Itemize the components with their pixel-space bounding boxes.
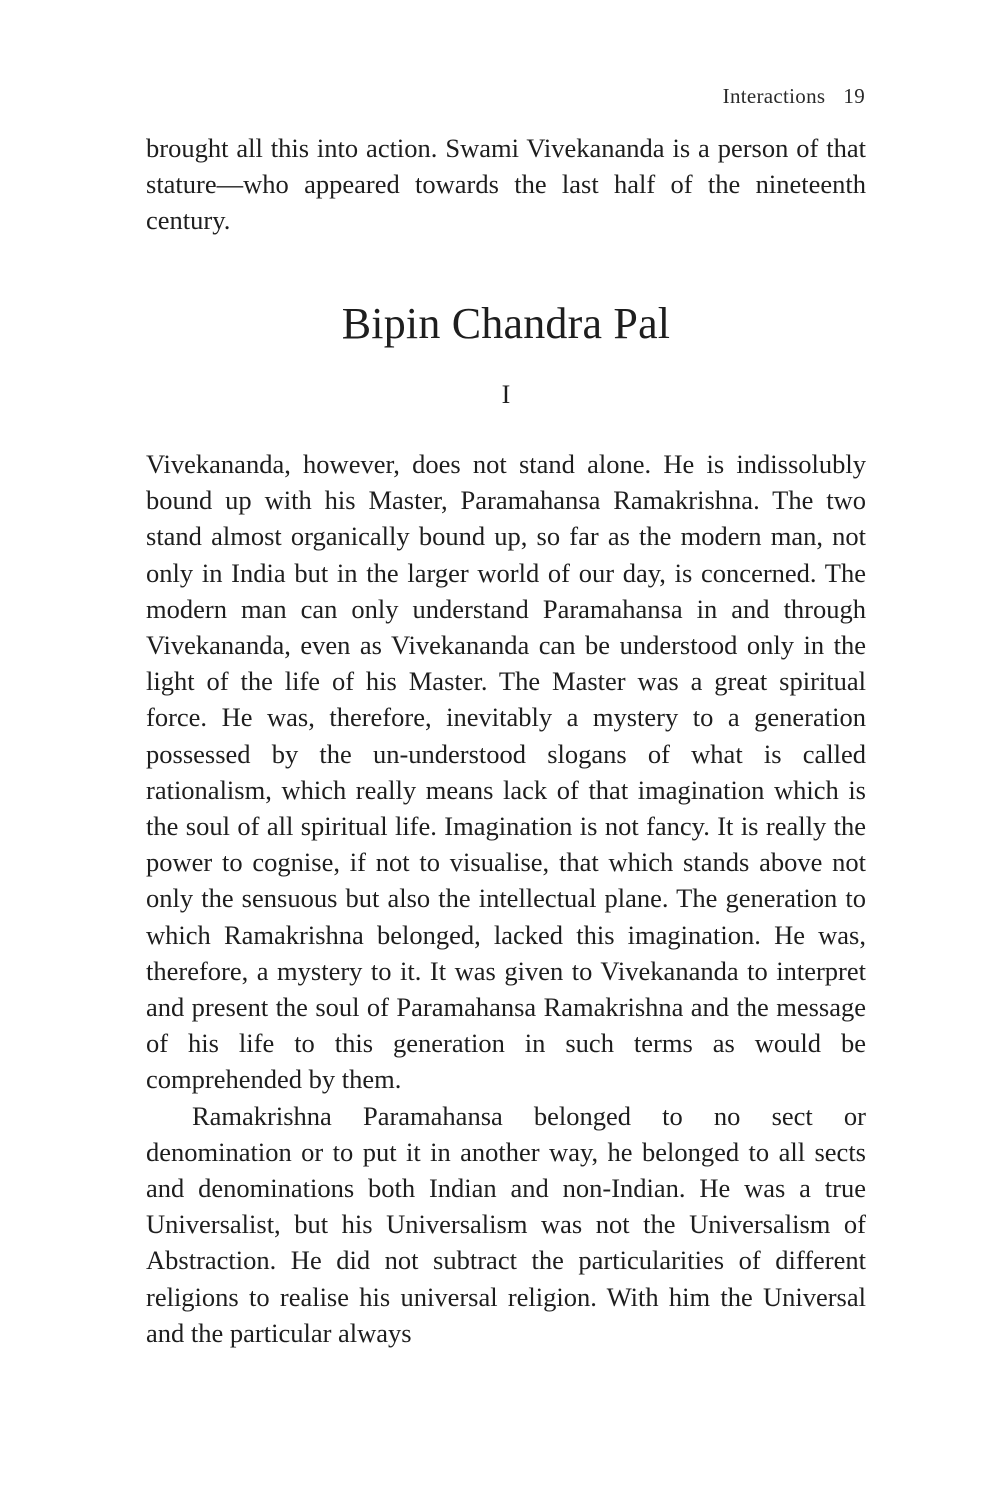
paragraph-1: Vivekananda, however, does not stand alone. He is indissolubly bound up with his Master, Paramahansa Ramakrishna. The two stand almost organically bound up, so far as the modern man, not only in India but in the larger world of our day, is concerned. The modern man can only understand Paramahansa in and through Vivekananda, even as Vivekananda can be understood only in the light of the life of his Master. The Master was a great spiritual force. He was, therefore, inevitably a mystery to a generation possessed by the un-understood slogans of what is called rationalism, which really means lack of that imagination which is the soul of all spiritual life. Imagination is not fancy. It is really the power to cognise, if not to visualise, that which stands above not only the sensuous but also the intellectual plane. The generation to which Ramakrishna belonged, lacked this imagination. He was, therefore, a mystery to it. It was given to Vivekananda to interpret and present the soul of Paramahansa Ramakrishna and the message of his life to this generation in such terms as would be comprehended by them. xyxy=(146,449,866,1095)
continued-paragraph-block xyxy=(146,130,866,239)
running-head-title: Interactions xyxy=(722,84,826,108)
section-number: I xyxy=(501,380,511,409)
chapter-title: Bipin Chandra Pal xyxy=(341,299,671,348)
body-text xyxy=(146,446,866,1351)
page-number: 19 xyxy=(843,84,865,108)
continued-paragraph: brought all this into action. Swami Vivekananda is a person of that stature—who appeared towards the last half of the nineteenth century. xyxy=(146,133,866,236)
running-head xyxy=(723,84,865,109)
paragraph-2: Ramakrishna Paramahansa belonged to no sect or denomination or to put it in another way, he belonged to all sects and denominations both Indian and non-Indian. He was a true Universalist, but his Universalism was not the Universalism of Abstraction. He did not subtract the particularities of different religions to realise his universal religion. With him the Universal and the particular always xyxy=(146,1100,866,1348)
